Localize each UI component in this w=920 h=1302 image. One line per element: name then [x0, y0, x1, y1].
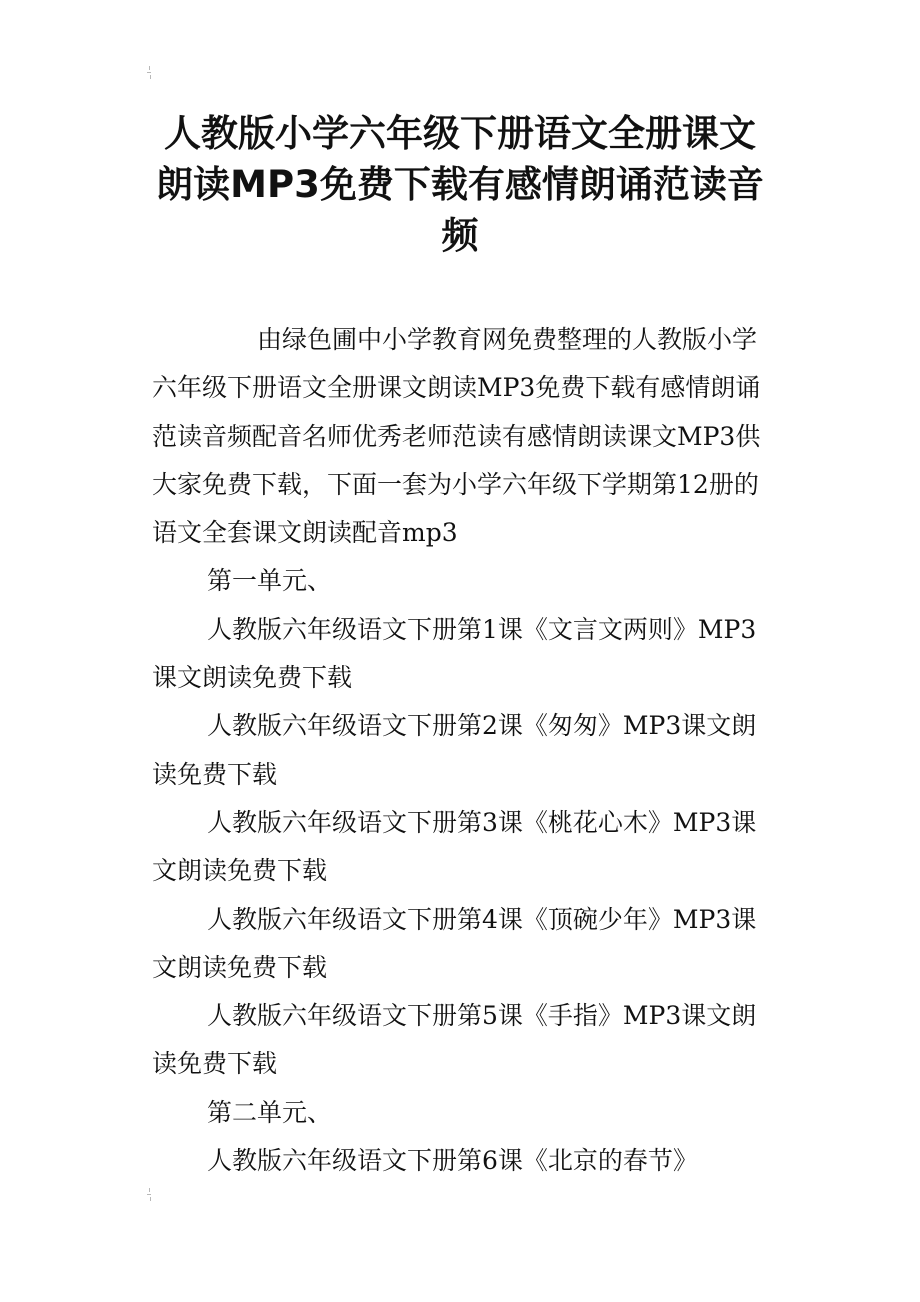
- lesson-item-1: 人教版六年级语文下册第1课《文言文两则》MP3课文朗读免费下载: [152, 614, 757, 693]
- unit-heading-2: 第二单元、: [207, 1097, 333, 1127]
- lesson-item-5: 人教版六年级语文下册第5课《手指》MP3课文朗读免费下载: [152, 1001, 757, 1079]
- lesson-item-4: 人教版六年级语文下册第4课《顶碗少年》MP3课文朗读免费下载: [152, 904, 757, 982]
- document-title: 人教版小学六年级下册语文全册课文朗读MP3免费下载有感情朗诵范读音频: [156, 112, 764, 257]
- lesson-item-6: 人教版六年级语文下册第6课《北京的春节》: [207, 1146, 698, 1176]
- lesson-item-2: 人教版六年级语文下册第2课《匆匆》MP3课文朗读免费下载: [152, 711, 757, 789]
- corner-mark-top: [146, 66, 156, 80]
- corner-mark-bottom: [146, 1188, 156, 1202]
- document-body: [152, 316, 768, 1185]
- unit-heading-1: 第一单元、: [207, 566, 333, 596]
- intro-paragraph: 由绿色圃中小学教育网免费整理的人教版小学六年级下册语文全册课文朗读MP3免费下载有感情朗诵范读音频配音名师优秀老师范读有感情朗读课文MP3供大家免费下载，下面一套为小学六年级下学期第12册的语文全套课文朗读配音mp3: [152, 325, 761, 548]
- lesson-item-3: 人教版六年级语文下册第3课《桃花心木》MP3课文朗读免费下载: [152, 807, 757, 886]
